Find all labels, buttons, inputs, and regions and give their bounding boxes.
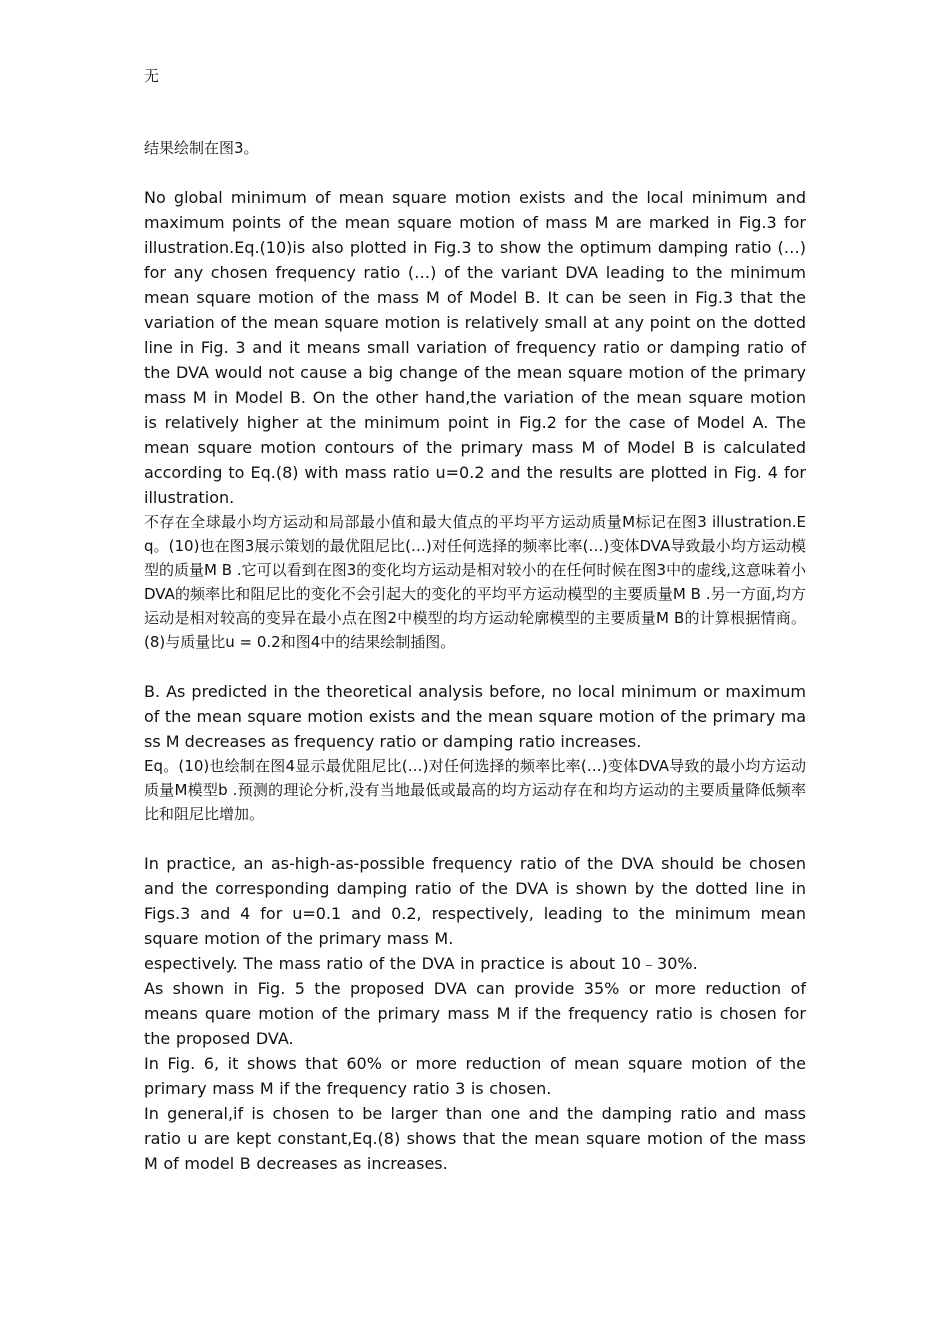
- paragraph-en-2: B. As predicted in the theoretical analysis before, no local minimum or maximum of the mean square motion exists and the mean square motion of the primary mass M decreases as frequency ratio or damping ratio increases.: [144, 682, 806, 751]
- paragraph-general: In general,if is chosen to be larger than one and the damping ratio and mass ratio u are kept constant,Eq.(8) shows that the mean square motion of the mass M of model B decreases as increases.: [144, 1104, 806, 1173]
- paragraph-fig5: As shown in Fig. 5 the proposed DVA can provide 35% or more reduction of means quare motion of the primary mass M if the frequency ratio is chosen for the proposed DVA.: [144, 979, 806, 1048]
- line-respectively: espectively. The mass ratio of the DVA in practice is about 10﹣30%.: [144, 954, 698, 973]
- paragraph-en-3: In practice, an as-high-as-possible frequency ratio of the DVA should be chosen and the corresponding damping ratio of the DVA is shown by the dotted line in Figs.3 and 4 for u=0.1 and 0.2, respectively, leading to the minimum mean square motion of the primary mass M.: [144, 854, 806, 948]
- spacer: [144, 113, 806, 136]
- document-page: [144, 64, 806, 1176]
- paragraph-cn-1: 不存在全球最小均方运动和局部最小值和最大值点的平均平方运动质量M标记在图3 illustration.Eq。(10)也在图3展示策划的最优阻尼比(…)对任何选择的频率比率(…)变体DVA导致最小均方运动模型的质量M B .它可以看到在图3的变化均方运动是相对较小的在任何时候在图3中的虚线,这意味着小DVA的频率比和阻尼比的变化不会引起大的变化的平均平方运动模型的主要质量M B .另一方面,均方运动是相对较高的变异在最小点在图2中模型的均方运动轮廓模型的主要质量M B的计算根据情商。(8)与质量比u = 0.2和图4中的结果绘制插图。: [144, 513, 806, 651]
- spacer: [144, 654, 806, 679]
- paragraph-fig6: In Fig. 6, it shows that 60% or more reduction of mean square motion of the primary mass M if the frequency ratio 3 is chosen.: [144, 1054, 806, 1098]
- spacer: [144, 160, 806, 185]
- spacer: [144, 826, 806, 851]
- header-char: 无: [144, 67, 160, 85]
- result-line: 结果绘制在图3。: [144, 139, 259, 157]
- paragraph-cn-2: Eq。(10)也绘制在图4显示最优阻尼比(…)对任何选择的频率比率(…)变体DVA导致的最小均方运动质量M模型b .预测的理论分析,没有当地最低或最高的均方运动存在和均方运动的主要质量降低频率比和阻尼比增加。: [144, 757, 806, 823]
- paragraph-en-1: No global minimum of mean square motion exists and the local minimum and maximum points of the mean square motion of mass M are marked in Fig.3 for illustration.Eq.(10)is also plotted in Fig.3 to show the optimum damping ratio (…) for any chosen frequency ratio (…) of the variant DVA leading to the minimum mean square motion of the mass M of Model B. It can be seen in Fig.3 that the variation of the mean square motion is relatively small at any point on the dotted line in Fig. 3 and it means small variation of frequency ratio or damping ratio of the DVA would not cause a big change of the mean square motion of the primary mass M in Model B. On the other hand,the variation of the mean square motion is relatively higher at the minimum point in Fig.2 for the case of Model A. The mean square motion contours of the primary mass M of Model B is calculated according to Eq.(8) with mass ratio u=0.2 and the results are plotted in Fig. 4 for illustration.: [144, 188, 806, 507]
- spacer: [144, 88, 806, 113]
